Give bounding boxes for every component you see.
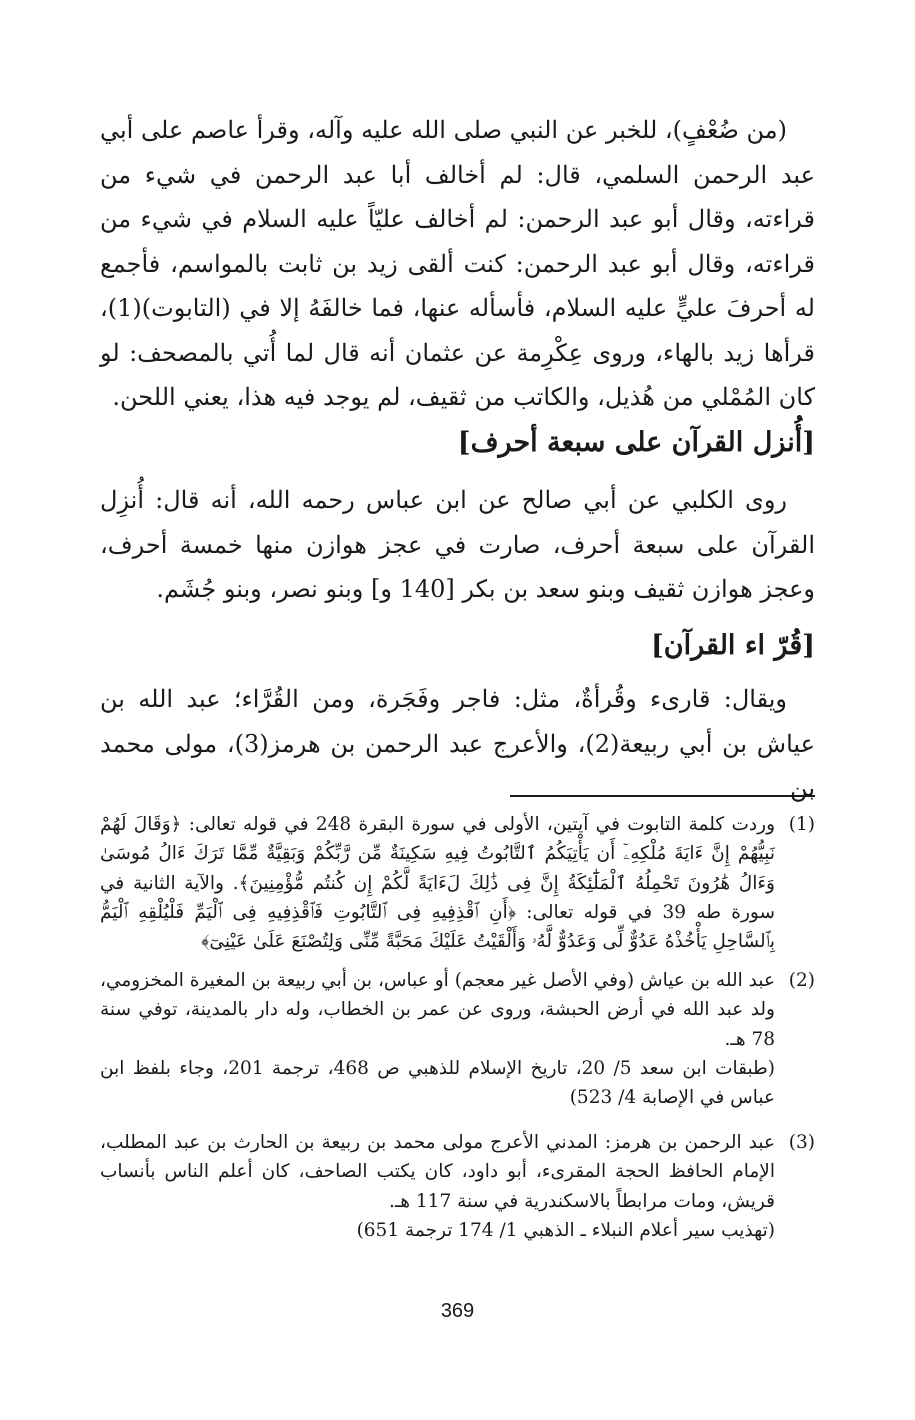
footnote-text: عبد الله بن عياش (وفي الأصل غير معجم) أو عباس، بن أبي ربيعة بن المغيرة المخزومي، ولد عبد الله في أرض الحبشة، وروى عن عمر بن الخطاب، وله دار بالمدينة، توفي سنة 78 هـ. [100, 970, 775, 1050]
footnote-1 [100, 810, 815, 956]
footnote-number: (1) [788, 814, 815, 835]
main-text [100, 108, 815, 420]
paragraph-3-wrap [100, 677, 815, 811]
footnote-divider [510, 795, 815, 797]
footnote-text: عبد الرحمن بن هرمز: المدني الأعرج مولى محمد بن ربيعة بن الحارث بن عبد المطلب، الإمام الحافظ الحجة المقرىء، أبو داود، كان يكتب الصاحف، كان أعلم الناس بأنساب قريش، ومات مرابطاً بالاسكندرية في سنة 117 هـ. [100, 1132, 775, 1212]
section-heading-2-wrap [100, 626, 815, 666]
footnote-2-row [100, 966, 815, 1054]
paragraph-1: (من ضُعْفٍ)، للخبر عن النبي صلى الله عليه وآله، وقرأ عاصم على أبي عبد الرحمن السلمي، قال: لم أخالف أبا عبد الرحمن في شيء من قراءته، وقال أبو عبد الرحمن: لم أخالف عليّاً عليه السلام في شيء من قراءته، وقال أبو عبد الرحمن: كنت ألقى زيد بن ثابت بالمواسم، فأجمع له أحرفَ عليٍّ عليه السلام، فأسأله عنها، فما خالفَهُ إلا في (التابوت)(1)، قرأها زيد بالهاء، وروى عِكْرِمة عن عثمان أنه قال لما أُتي بالمصحف: لو كان المُمْلي من هُذيل، والكاتب من ثقيف، لم يوجد فيه هذا، يعني اللحن. [100, 116, 815, 411]
section-heading-1: [أُنزل القرآن على سبعة أحرف] [457, 427, 815, 458]
section-heading-1-wrap [100, 423, 815, 463]
section-heading-2: [قُرّ اء القرآن] [651, 630, 815, 661]
page-number: 369 [440, 1300, 475, 1322]
footnote-number: (2) [788, 970, 815, 991]
footnote-2 [100, 966, 815, 1112]
paragraph-3: ويقال: قارىء وقُرأةٌ، مثل: فاجر وفَجَرة، ومن القُرَّاء؛ عبد الله بن عياش بن أبي ربيعة(2)، والأعرج عبد الرحمن بن هرمز(3)، مولى محمد بن [100, 685, 815, 802]
footnote-source: (تهذيب سير أعلام النبلاء ـ الذهبي 1/ 174 ترجمة 651) [356, 1219, 775, 1241]
footnote-3 [100, 1128, 815, 1245]
paragraph-2-wrap [100, 478, 815, 612]
footnote-3-row [100, 1128, 815, 1216]
paragraph-2: روى الكلبي عن أبي صالح عن ابن عباس رحمه الله، أنه قال: أُنزِل القرآن على سبعة أحرف، صارت في عجز هوازن منها خمسة أحرف، وعجز هوازن ثقيف وبنو سعد بن بكر [140 و] وبنو نصر، وبنو جُشَم. [100, 486, 815, 603]
footnote-number: (3) [788, 1132, 815, 1153]
footnote-1-row [100, 810, 815, 956]
footnote-text: وردت كلمة التابوت في آيتين، الأولى في سورة البقرة 248 في قوله تعالى: ﴿وَقَالَ لَهُمْ نَبِيُّهُمْ إِنَّ ءَايَةَ مُلْكِهِۦٓ أَن يَأْتِيَكُمُ ٱلتَّابُوتُ فِيهِ سَكِينَةٌ مِّن رَّبِّكُمْ وَبَقِيَّةٌ مِّمَّا تَرَكَ ءَالُ مُوسَىٰ وَءَالُ هَٰرُونَ تَحْمِلُهُ ٱلْمَلَٰٓئِكَةُ إِنَّ فِى ذَٰلِكَ لَءَايَةً لَّكُمْ إِن كُنتُم مُّؤْمِنِينَ﴾. والآية الثانية في سورة طه 39 في قوله تعالى: ﴿أَنِ ٱقْذِفِيهِ فِى ٱلتَّابُوتِ فَٱقْذِفِيهِ فِى ٱلْيَمِّ فَلْيُلْقِهِ ٱلْيَمُّ بِٱلسَّاحِلِ يَأْخُذْهُ عَدُوٌّ لِّى وَعَدُوٌّ لَّهُۥ وَأَلْقَيْتُ عَلَيْكَ مَحَبَّةً مِّنِّى وَلِتُصْنَعَ عَلَىٰ عَيْنِىٓ﴾ [100, 814, 775, 953]
footnote-source: (طبقات ابن سعد 5/ 20، تاريخ الإسلام للذهبي ص 468، ترجمة 201، وجاء بلفظ ابن عباس في الإصابة 4/ 523) [100, 1057, 776, 1109]
